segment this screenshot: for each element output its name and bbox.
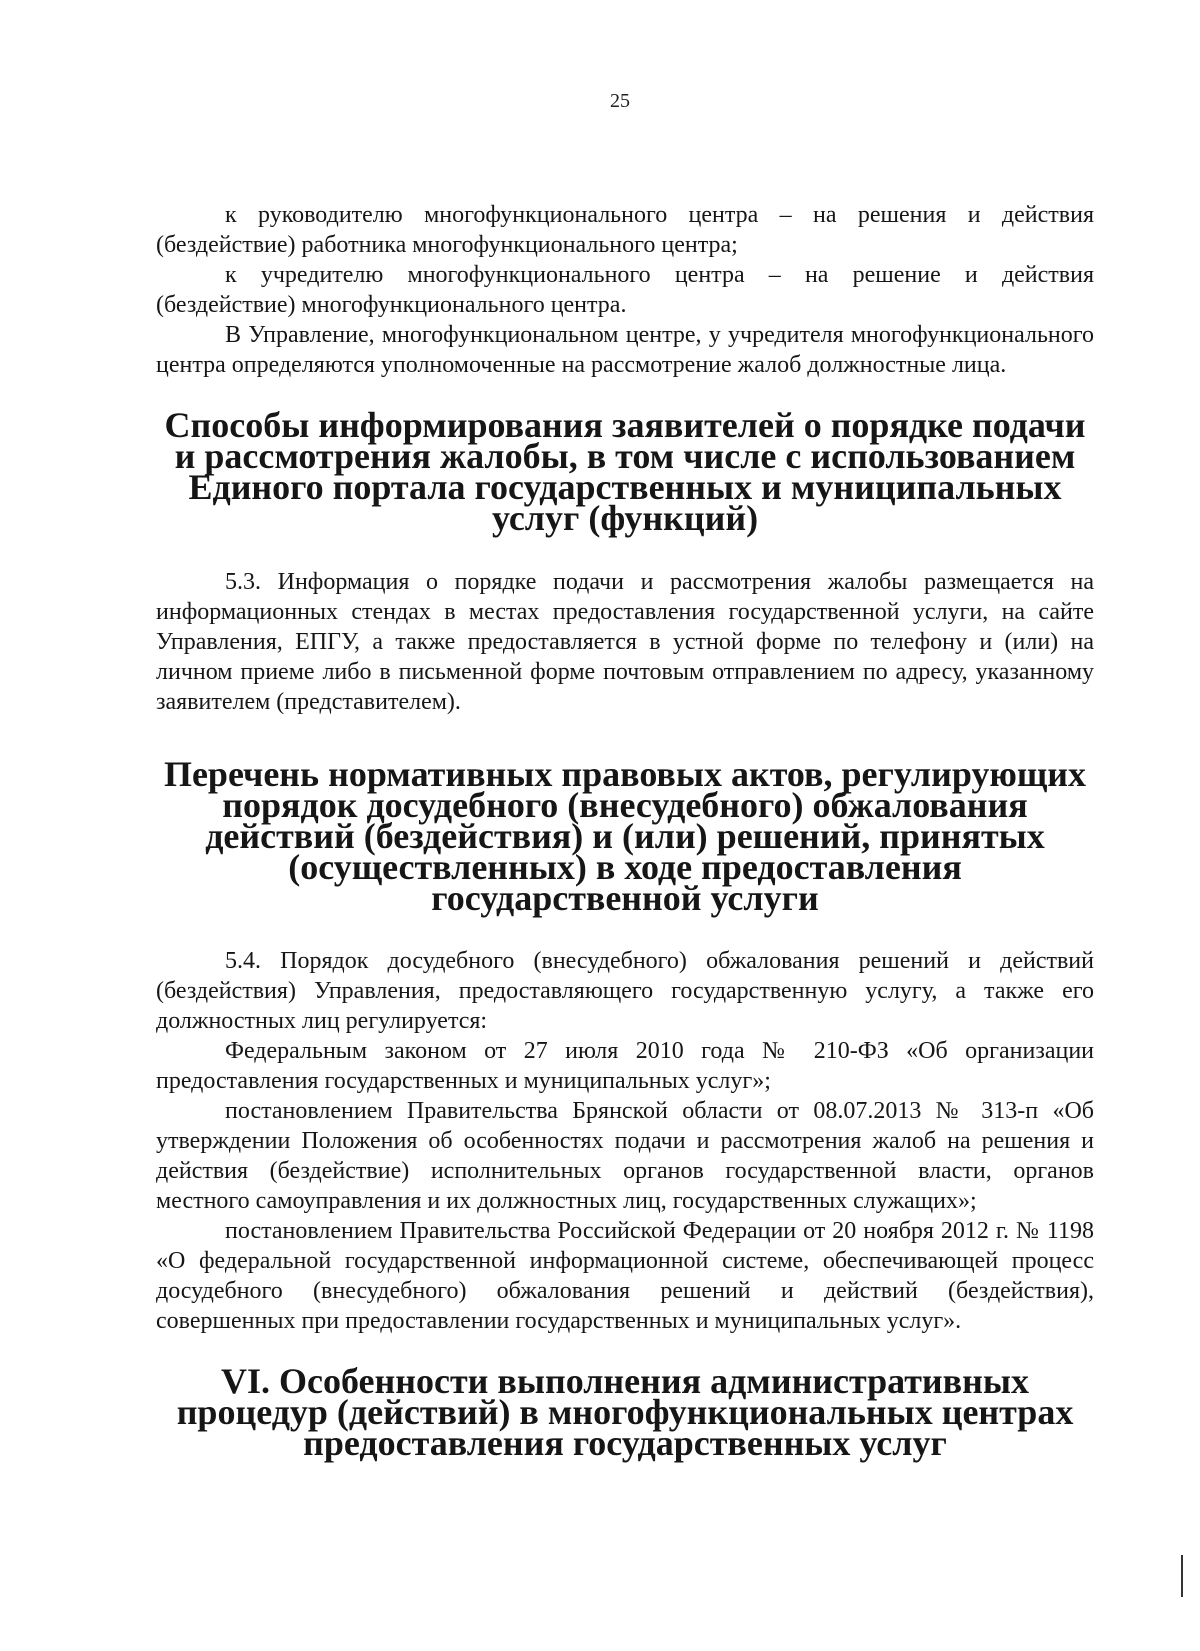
paragraph-authorized-officials: В Управление, многофункциональном центре, у учредителя многофункционального центра определяются уполномоченные на рассмотрение жалоб должностные лица. <box>156 322 1094 378</box>
section-heading-legal-acts: Перечень нормативных правовых актов, регулирующих порядок досудебного (внесудебного) обжалования действий (бездействия) и (или) решений, принятых (осуществленных) в ходе предоставления государственной услуги <box>163 754 1087 918</box>
paragraph-appeal-to-mfc-head: к руководителю многофункционального центра – на решения и действия (бездействие) работника многофункционального центра; <box>156 202 1094 258</box>
paragraph-federal-law-210: Федеральным законом от 27 июля 2010 года № 210-ФЗ «Об организации предоставления государственных и муниципальных услуг»; <box>156 1038 1094 1094</box>
section-heading-chapter-vi: VI. Особенности выполнения административных процедур (действий) в многофункциональных центрах предоставления государственных услуг <box>176 1361 1074 1463</box>
paragraph-5-3: 5.3. Информация о порядке подачи и рассмотрения жалобы размещается на информационных стендах в местах предоставления государственной услуги, на сайте Управления, ЕПГУ, а также предоставляется в устной форме по телефону и (или) на личном приеме либо в письменной форме почтовым отправлением по адресу, указанному заявителем (представителем). <box>156 569 1094 715</box>
document-body <box>156 200 1094 1463</box>
paragraph-bryansk-resolution-313: постановлением Правительства Брянской области от 08.07.2013 № 313-п «Об утверждении Положения об особенностях подачи и рассмотрения жалоб на решения и действия (бездействие) исполнительных органов государственной власти, органов местного самоуправления и их должностных лиц, государственных служащих»; <box>156 1098 1094 1214</box>
paragraph-5-4: 5.4. Порядок досудебного (внесудебного) обжалования решений и действий (бездействия) Управления, предоставляющего государственную услугу, а также его должностных лиц регулируется: <box>156 948 1094 1034</box>
page-number: 25 <box>610 90 630 112</box>
section-heading-informing-methods: Способы информирования заявителей о порядке подачи и рассмотрения жалобы, в том числе с использованием Единого портала государственных и муниципальных услуг (функций) <box>164 405 1086 538</box>
paragraph-rf-resolution-1198: постановлением Правительства Российской Федерации от 20 ноября 2012 г. № 1198 «О федеральной государственной информационной системе, обеспечивающей процесс досудебного (внесудебного) обжалования решений и действий (бездействия), совершенных при предоставлении государственных и муниципальных услуг». <box>156 1218 1094 1334</box>
paragraph-appeal-to-mfc-founder: к учредителю многофункционального центра – на решение и действия (бездействие) многофункционального центра. <box>156 262 1094 318</box>
scan-edge-mark <box>1181 1555 1183 1597</box>
